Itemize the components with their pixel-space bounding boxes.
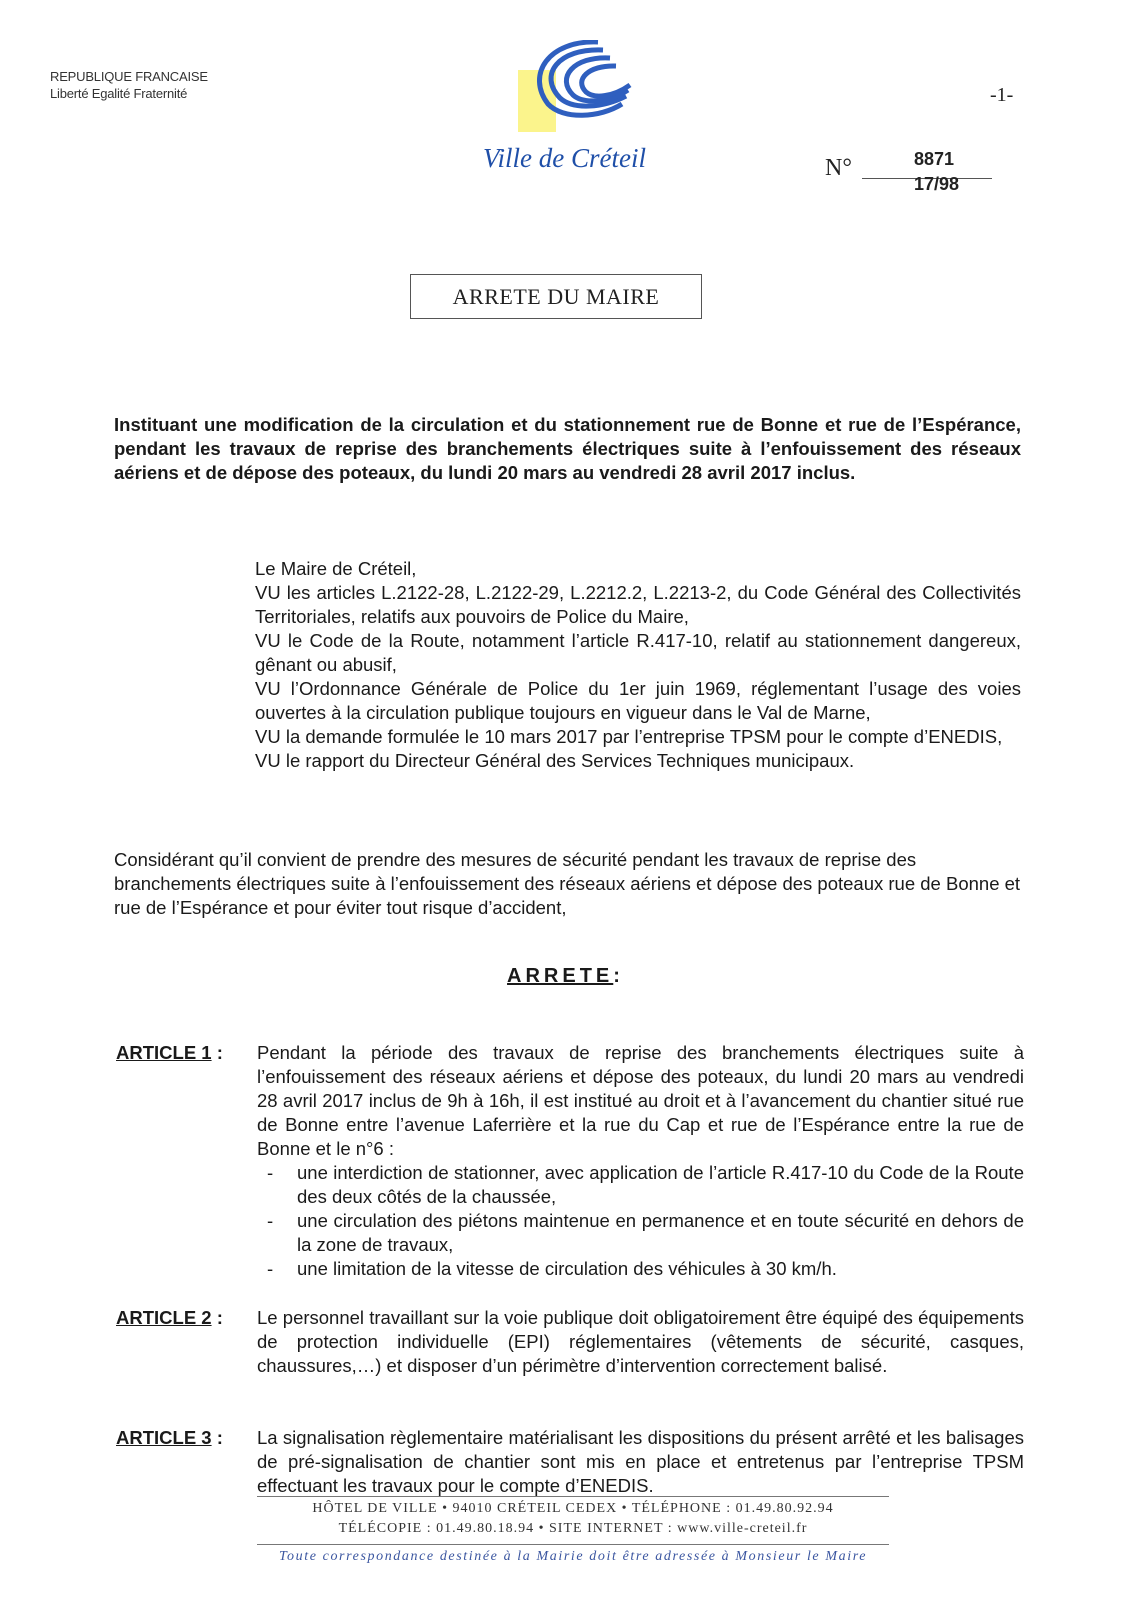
republic-line1: REPUBLIQUE FRANCAISE [50, 69, 208, 84]
decree-number: 8871 [914, 149, 955, 169]
page-number: -1- [990, 84, 1014, 106]
vu-line: VU la demande formulée le 10 mars 2017 par l’entreprise TPSM pour le compte d’ENEDIS, [255, 726, 1003, 747]
considerant-paragraph: Considérant qu’il convient de prendre des mesures de sécurité pendant les travaux de reprise des branchements électriques suite à l’enfouissement des réseaux aériens et dépose des poteaux rue de Bonne et rue de l’Espérance et pour éviter tout risque d’accident, [114, 849, 1021, 918]
arrete-heading-colon: : [613, 965, 624, 987]
article-1-list [257, 1161, 1024, 1281]
article-label-colon: : [216, 1427, 223, 1448]
republic-motto: Liberté Egalité Fraternité [50, 86, 188, 101]
article-2-label [116, 1306, 223, 1330]
article-label-colon: : [216, 1042, 223, 1063]
vu-line: VU le Code de la Route, notamment l’article R.417-10, relatif au stationnement dangereux, gênant ou abusif, [255, 630, 1021, 675]
list-item: - une limitation de la vitesse de circulation des véhicules à 30 km/h. [257, 1257, 1024, 1281]
arrete-heading [0, 965, 1131, 988]
article-2-text: Le personnel travaillant sur la voie publique doit obligatoirement être équipé des équipements de protection individuelle (EPI) réglementaires (vêtements de sécurité, casques, chaussures,…) et disposer d’un périmètre d’intervention correctement balisé. [257, 1307, 1024, 1376]
article-1-body [257, 1041, 1024, 1281]
page-title: ARRETE DU MAIRE [410, 274, 702, 319]
article-1-text: Pendant la période des travaux de reprise des branchements électriques suite à l’enfouissement des réseaux aériens et dépose des poteaux, du lundi 20 mars au vendredi 28 avril 2017 inclus de 9h à 16h, il est institué au droit et à l’avancement du chantier situé rue de Bonne entre l’avenue Laferrière et la rue du Cap et rue de l’Espérance entre la rue de Bonne et le n°6 : [257, 1042, 1024, 1159]
decree-sub-number: 17/98 [914, 174, 960, 194]
vu-line: VU le rapport du Directeur Général des Services Techniques municipaux. [255, 750, 855, 771]
footer-contact: TÉLÉCOPIE : 01.49.80.18.94 • SITE INTERNET : www.ville-creteil.fr [338, 1521, 808, 1536]
city-name: Ville de Créteil [483, 143, 646, 173]
footer-address: HÔTEL DE VILLE • 94010 CRÉTEIL CEDEX • TÉLÉPHONE : 01.49.80.92.94 [312, 1501, 834, 1516]
republic-heading [50, 68, 208, 102]
article-label-colon: : [216, 1307, 223, 1328]
footer-divider [257, 1544, 889, 1545]
vu-line: VU les articles L.2122-28, L.2122-29, L.2212.2, L.2213-2, du Code Général des Collectivités Territoriales, relatifs aux pouvoirs de Police du Maire, [255, 582, 1021, 627]
article-label-text: ARTICLE 3 [116, 1427, 212, 1448]
decree-subject: Instituant une modification de la circulation et du stationnement rue de Bonne et rue de l’Espérance, pendant les travaux de reprise des branchements électriques suite à l’enfouissement des réseaux aériens et de dépose des poteaux, du lundi 20 mars au vendredi 28 avril 2017 inclus. [114, 414, 1021, 483]
article-2-body [257, 1306, 1024, 1378]
legal-basis-block [255, 557, 1021, 773]
vu-line: VU l’Ordonnance Générale de Police du 1er juin 1969, réglementant l’usage des voies ouvertes à la circulation publique toujours en vigueur dans le Val de Marne, [255, 678, 1021, 723]
footer-notice: Toute correspondance destinée à la Mairie doit être adressée à Monsieur le Maire [278, 1549, 868, 1564]
city-logo-icon [518, 40, 648, 140]
article-3-body [257, 1426, 1024, 1498]
article-3-text: La signalisation règlementaire matérialisant les dispositions du présent arrêté et les balisages de pré-signalisation de chantier sont mis en place et entretenus par l’entreprise TPSM effectuant les travaux pour le compte d’ENEDIS. [257, 1427, 1024, 1496]
vu-line: Le Maire de Créteil, [255, 558, 417, 579]
article-label-text: ARTICLE 1 [116, 1042, 212, 1063]
article-1-label [116, 1041, 223, 1065]
article-label-text: ARTICLE 2 [116, 1307, 212, 1328]
list-item: - une circulation des piétons maintenue en permanence et en toute sécurité en dehors de la zone de travaux, [257, 1209, 1024, 1257]
footer-divider [257, 1496, 889, 1497]
article-3-label [116, 1426, 223, 1450]
number-label: N° [825, 155, 852, 181]
arrete-heading-text: ARRETE [507, 965, 614, 987]
list-item: - une interdiction de stationner, avec application de l’article R.417-10 du Code de la Route des deux côtés de la chaussée, [257, 1161, 1024, 1209]
